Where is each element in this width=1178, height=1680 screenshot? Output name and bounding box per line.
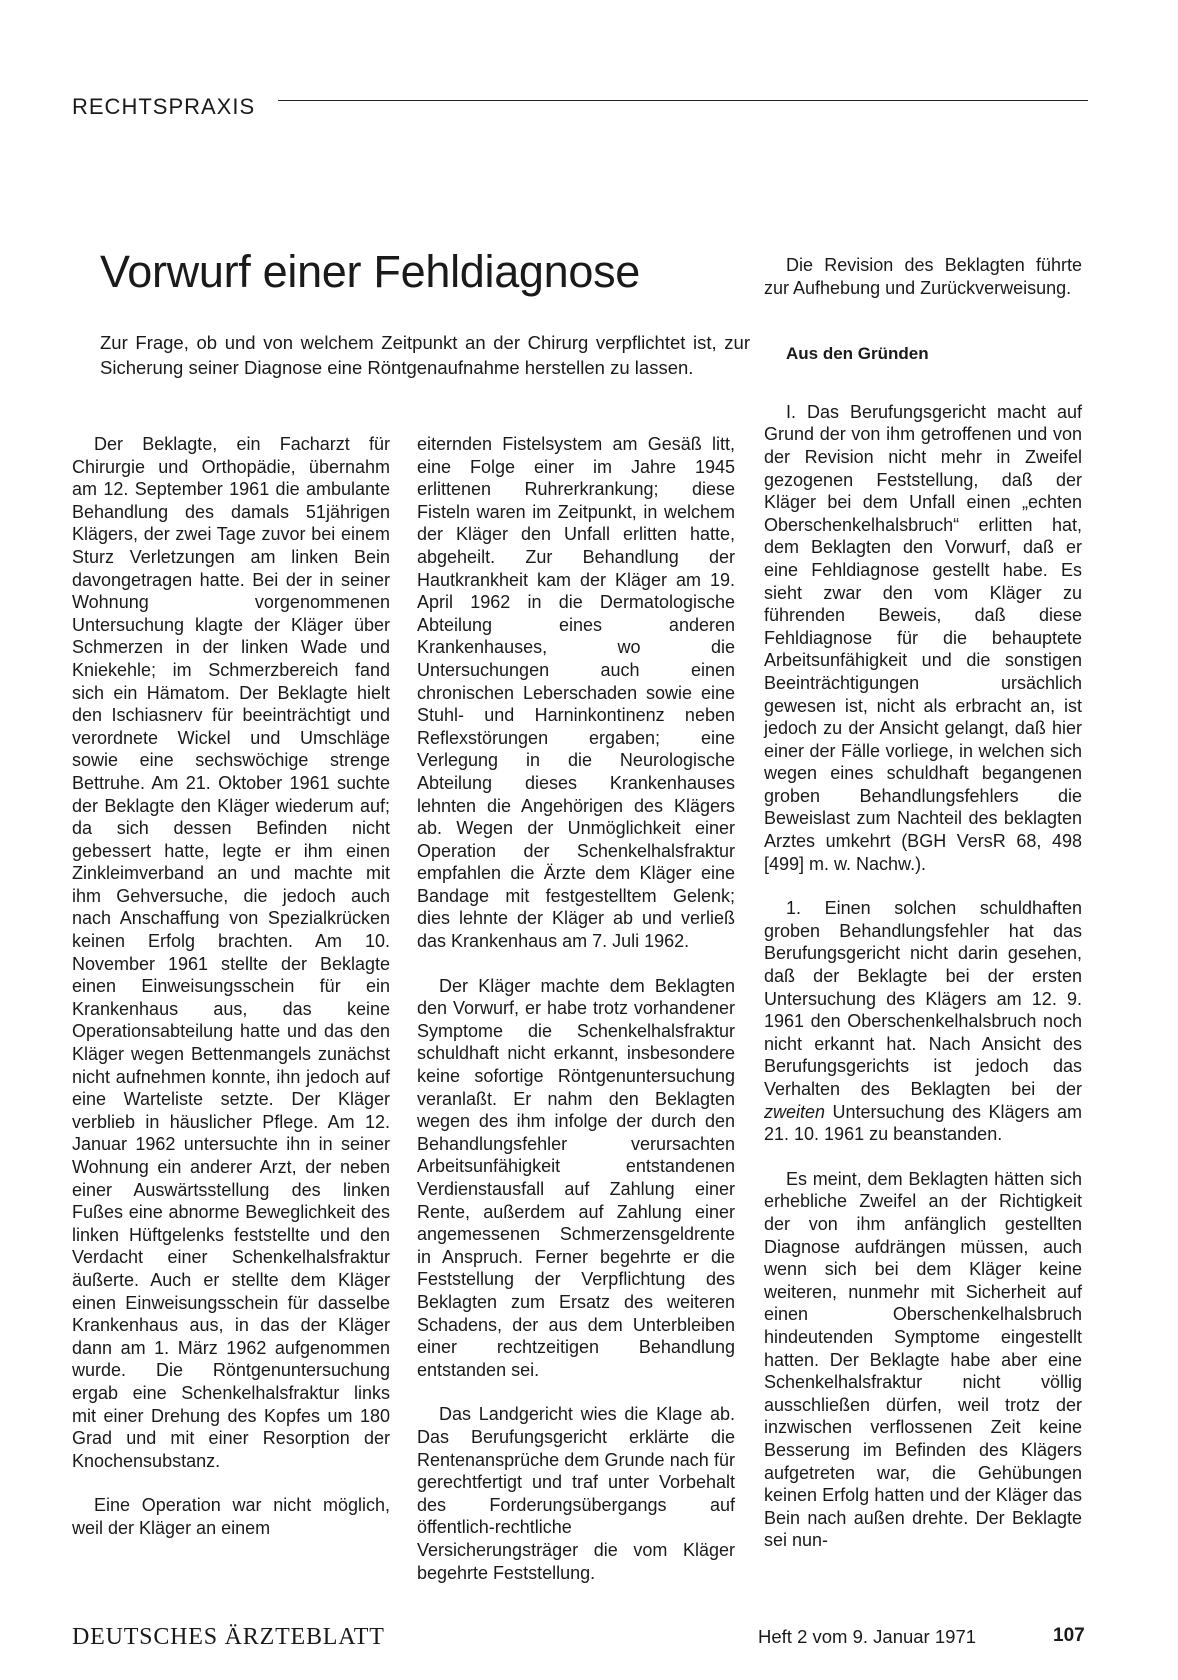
column-2: [417, 433, 735, 1584]
revision-note: Die Revision des Beklagten führte zur Aufhebung und Zurückverweisung.: [764, 255, 1082, 298]
article-subtitle: Zur Frage, ob und von welchem Zeitpunkt an der Chirurg verpflichtet ist, zur Sicherung seiner Diagnose eine Röntgenaufnahme herstellen zu lassen.: [100, 332, 750, 378]
column-1: [72, 433, 390, 1540]
paragraph-text: 1. Einen solchen schuldhaften groben Behandlungsfehler hat das Berufungsgericht nicht darin gesehen, daß der Beklagte bei der ersten Untersuchung des Klägers am 12. 9. 1961 den Oberschenkelhalsbruch noch nicht erkannt hat. Nach Ansicht des Berufungsgerichts ist jedoch das Verhalten des Beklagten bei der: [764, 898, 1082, 1099]
paragraph: Es meint, dem Beklagten hätten sich erhebliche Zweifel an der Richtigkeit der von ihm anfänglich gestellten Diagnose aufdrängen müssen, auch wenn sich bei dem Kläger keine weiteren, nunmehr mit Sicherheit auf einen Oberschenkelhalsbruch hindeutenden Symptome eingestellt hatten. Der Beklagte habe aber eine Schenkelhalsfraktur nicht völlig ausschließen dürfen, weil trotz der inzwischen verflossenen Zeit keine Besserung im Befinden des Klägers aufgetreten war, die Gehübungen keinen Erfolg hatten und der Kläger das Bein nach außen drehte. Der Beklagte sei nun-: [764, 1168, 1082, 1551]
paragraph: eiternden Fistelsystem am Gesäß litt, eine Folge einer im Jahre 1945 erlittenen Ruhrerkrankung; diese Fisteln waren im Zeitpunkt, in welchem der Kläger den Unfall erlitten hatte, abgeheilt. Zur Behandlung der Hautkrankheit kam der Kläger am 19. April 1962 in die Dermatologische Abteilung eines anderen Krankenhauses, wo die Untersuchungen auch einen chronischen Leberschaden sowie eine Stuhl- und Harninkontinenz neben Reflexstörungen ergaben; eine Verlegung in die Neurologische Abteilung dieses Krankenhauses lehnten die Angehörigen des Klägers ab. Wegen der Unmöglichkeit einer Operation der Schenkelhalsfraktur empfahlen die Ärzte dem Kläger eine Bandage mit festgestelltem Gelenk; dies lehnte der Kläger ab und verließ das Krankenhaus am 7. Juli 1962.: [417, 434, 735, 952]
section-rule: [278, 100, 1088, 101]
paragraph: Das Landgericht wies die Klage ab. Das Berufungsgericht erklärte die Rentenansprüche dem Grunde nach für gerechtfertigt und traf unter Vorbehalt des Forderungsübergangs auf öffentlich-rechtliche Versicherungsträger die vom Kläger begehrte Feststellung.: [417, 1404, 735, 1583]
paragraph: Eine Operation war nicht möglich, weil der Kläger an einem: [72, 1495, 390, 1538]
article-title: Vorwurf einer Fehldiagnose: [100, 246, 641, 297]
emphasis-text: zweiten: [764, 1101, 826, 1122]
paragraph-text: Untersuchung des Klägers am 21. 10. 1961 zu beanstanden.: [764, 1101, 1082, 1145]
column-3: [764, 254, 1082, 1552]
paragraph: Der Kläger machte dem Beklagten den Vorwurf, er habe trotz vorhandener Symptome die Schenkelhalsfraktur schuldhaft nicht erkannt, insbesondere keine sofortige Röntgenuntersuchung veranlaßt. Er nahm den Beklagten wegen des ihm infolge der durch den Behandlungsfehler verursachten Arbeitsunfähigkeit entstandenen Verdienstausfall auf Zahlung einer Rente, außerdem auf Zahlung einer angemessenen Schmerzensgeldrente in Anspruch. Ferner begehrte er die Feststellung der Verpflichtung des Beklagten zum Ersatz des weiteren Schadens, der aus dem Unterbleiben einer rechtzeitigen Behandlung entstanden sei.: [417, 975, 735, 1380]
section-label: RECHTSPRAXIS: [72, 94, 256, 119]
paragraph: I. Das Berufungsgericht macht auf Grund der von ihm getroffenen und von der Revision nicht mehr in Zweifel gezogenen Feststellung, daß der Kläger bei dem Unfall einen „echten Oberschenkelhalsbruch“ erlitten hat, dem Beklagten den Vorwurf, daß er eine Fehldiagnose gestellt habe. Es sieht zwar den vom Kläger zu führenden Beweis, daß diese Fehldiagnose für die behauptete Arbeitsunfähigkeit und die sonstigen Beeinträchtigungen ursächlich gewesen ist, nicht als erbracht an, ist jedoch zu der Ansicht gelangt, daß hier einer der Fälle vorliege, in welchen sich wegen eines schuldhaft begangenen groben Behandlungsfehlers die Beweislast zum Nachteil des beklagten Arztes umkehrt (BGH VersR 68, 498 [499] m. w. Nachw.).: [764, 401, 1082, 874]
footer-issue: Heft 2 vom 9. Januar 1971: [758, 1626, 977, 1647]
page-number: 107: [1053, 1625, 1085, 1646]
paragraph: [764, 897, 1082, 1146]
footer-journal-name: DEUTSCHES ÄRZTEBLATT: [72, 1624, 385, 1650]
paragraph: Der Beklagte, ein Facharzt für Chirurgie und Orthopädie, übernahm am 12. September 1961 die ambulante Behandlung des damals 51jährigen Klägers, der zwei Tage zuvor bei einem Sturz Verletzungen am linken Bein davongetragen hatte. Bei der in seiner Wohnung vorgenommenen Untersuchung klagte der Kläger über Schmerzen in der linken Wade und Kniekehle; im Schmerzbereich fand sich ein Hämatom. Der Beklagte hielt den Ischiasnerv für beeinträchtigt und verordnete Wickel und Umschläge sowie eine sechswöchige strenge Bettruhe. Am 21. Oktober 1961 suchte der Beklagte den Kläger wiederum auf; da sich dessen Befinden nicht gebessert hatte, legte er ihm einen Zinkleimverband an und machte mit ihm Gehversuche, die jedoch auch nach Anschaffung von Spezialkrücken keinen Erfolg brachten. Am 10. November 1961 stellte der Beklagte einen Einweisungsschein für ein Krankenhaus aus, das keine Operationsabteilung hatte und das den Kläger wegen Bettenmangels zunächst nicht aufnehmen konnte, ihn jedoch auf eine Warteliste setzte. Der Kläger verblieb in häuslicher Pflege. Am 12. Januar 1962 untersuchte ihn in seiner Wohnung ein anderer Arzt, der neben einer Auswärtsstellung des linken Fußes eine abnorme Beweglichkeit des linken Hüftgelenks feststellte und den Verdacht einer Schenkelhalsfraktur äußerte. Auch er stellte dem Kläger einen Einweisungsschein für dasselbe Krankenhaus aus, in das der Kläger dann am 1. März 1962 aufgenommen wurde. Die Röntgenuntersuchung ergab eine Schenkelhalsfraktur links mit einer Drehung des Kopfes um 180 Grad und mit einer Resorption der Knochensubstanz.: [72, 434, 390, 1471]
section-heading: Aus den Gründen: [786, 344, 929, 364]
